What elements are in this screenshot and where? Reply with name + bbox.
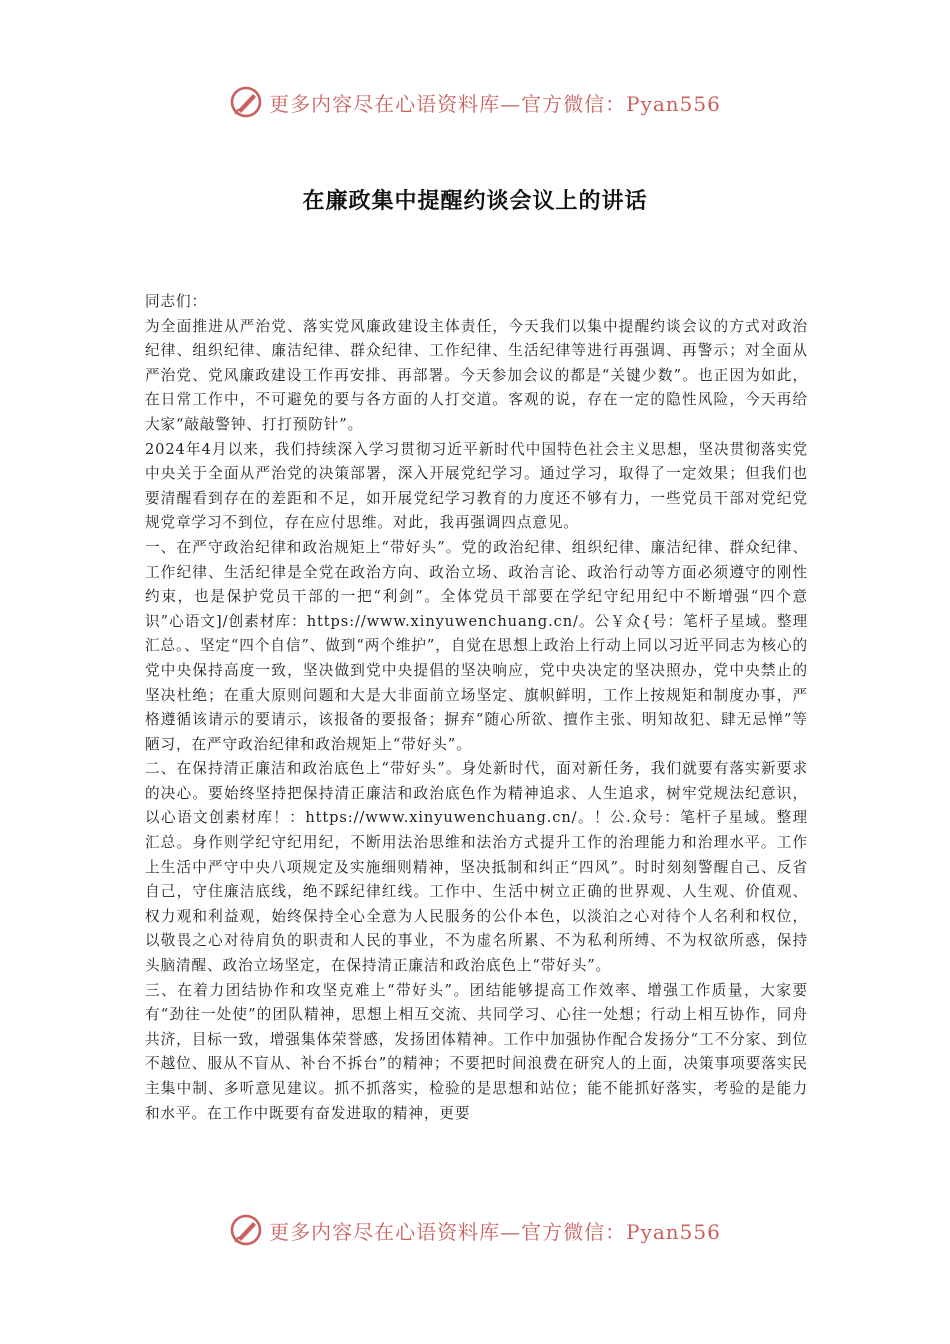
pen-seal-logo-icon bbox=[229, 85, 263, 119]
footer-banner bbox=[0, 1210, 950, 1250]
page-title: 在廉政集中提醒约谈会议上的讲话 bbox=[302, 189, 648, 214]
paragraph-5: 三、在着力团结协作和攻坚克难上“带好头”。团结能够提高工作效率、增强工作质量，大家要有“劲往一处使”的团队精神，思想上相互交流、共同学习、心往一处想；行动上相互协作，同舟共济，目标一致，增强集体荣誉感，发扬团体精神。工作中加强协作配合发扬分“工不分家、到位不越位、服从不盲从、补台不拆台”的精神；不要把时间浪费在研究人的上面，决策事项要落实民主集中制、多听意见建议。抓不抓落实，检验的是思想和站位；能不能抓好落实，考验的是能力和水平。在工作中既要有奋发进取的精神，更要 bbox=[145, 981, 808, 1122]
pen-seal-logo-icon bbox=[229, 1213, 263, 1247]
salutation: 同志们： bbox=[145, 293, 207, 310]
banner-text: 更多内容尽在心语资料库—官方微信：Pyan556 bbox=[269, 1219, 721, 1244]
paragraph-3: 一、在严守政治纪律和政治规矩上“带好头”。党的政治纪律、组织纪律、廉洁纪律、群众纪律、工作纪律、生活纪律是全党在政治方向、政治立场、政治言论、政治行动等方面必须遵守的刚性约束，也是保护党员干部的一把“利剑”。全体党员干部要在学纪守纪用纪中不断增强“四个意识”心语文]/创素材库：https://www.xinyuwenchuang.cn/。公￥众{号：笔杆子星域。整理汇总。、坚定“四个自信”、做到“两个维护”，自觉在思想上政治上行动上同以习近平同志为核心的党中央保持高度一致，坚决做到党中央提倡的坚决响应，党中央决定的坚决照办，党中央禁止的坚决杜绝；在重大原则问题和大是大非面前立场坚定、旗帜鲜明，工作上按规矩和制度办事，严格遵循该请示的要请示，该报备的要报备；摒弃“随心所欲、擅作主张、明知故犯、肆无忌惮”等陋习，在严守政治纪律和政治规矩上“带好头”。 bbox=[145, 538, 808, 753]
paragraph-4: 二、在保持清正廉洁和政治底色上“带好头”。身处新时代，面对新任务，我们就要有落实新要求的决心。要始终坚持把保持清正廉洁和政治底色作为精神追求、人生追求，树牢党规法纪意识，以心语文创素材库！：https://www.xinyuwenchuang.cn/。！公.众号：笔杆子星域。整理汇总。身作则学纪守纪用纪，不断用法治思维和法治方式提升工作的治理能力和治理水平。工作上生活中严守中央八项规定及实施细则精神，坚决抵制和纠正“四风”。时时刻刻警醒自己、反省自己，守住廉洁底线，绝不踩纪律红线。工作中、生活中树立正确的世界观、人生观、价值观、权力观和利益观，始终保持全心全意为人民服务的公仆本色，以淡泊之心对待个人名利和权位，以敬畏之心对待肩负的职责和人民的事业，不为虚名所累、不为私利所缚、不为权欲所惑，保持头脑清醒、政治立场坚定，在保持清正廉洁和政治底色上“带好头”。 bbox=[145, 760, 808, 975]
banner-text: 更多内容尽在心语资料库—官方微信：Pyan556 bbox=[269, 91, 721, 116]
paragraph-2: 2024年4月以来，我们持续深入学习贯彻习近平新时代中国特色社会主义思想，坚决贯彻落实党中央关于全面从严治党的决策部署，深入开展党纪学习。通过学习，取得了一定效果；但我们也要清醒看到存在的差距和不足，如开展党纪学习教育的力度还不够有力，一些党员干部对党纪党规党章学习不到位，存在应付思维。对此，我再强调四点意见。 bbox=[145, 440, 808, 532]
document-body bbox=[145, 290, 808, 1126]
paragraph-1: 为全面推进从严治党、落实党风廉政建设主体责任，今天我们以集中提醒约谈会议的方式对政治纪律、组织纪律、廉洁纪律、群众纪律、工作纪律、生活纪律等进行再强调、再警示；对全面从严治党、党风廉政建设工作再安排、再部署。今天参加会议的都是“关键少数”。也正因为如此，在日常工作中，不可避免的要与各方面的人打交道。客观的说，存在一定的隐性风险，今天再给大家“敲敲警钟、打打预防针”。 bbox=[145, 317, 808, 433]
header-banner bbox=[0, 82, 950, 122]
